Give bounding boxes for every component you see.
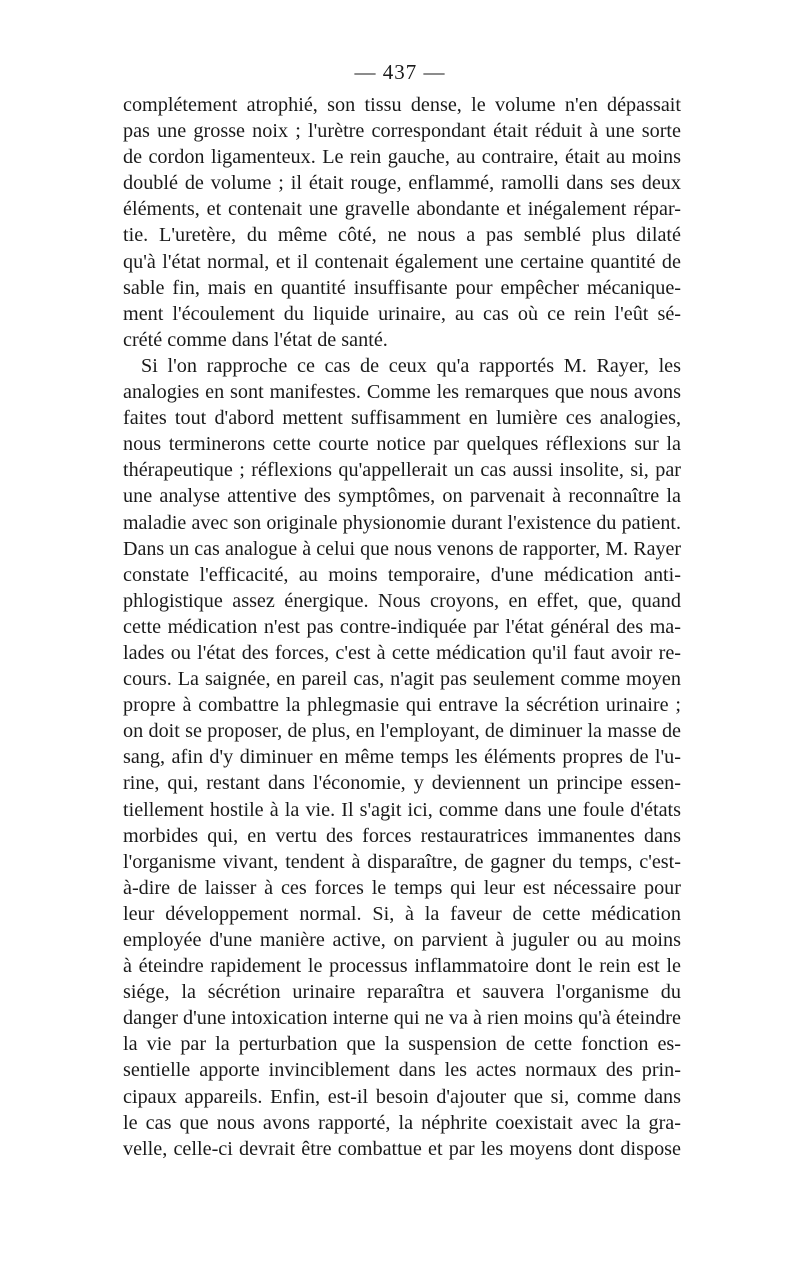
- text-line: doublé de volume ; il était rouge, enflammé, ramolli dans ses deux: [123, 172, 681, 195]
- text-line: sable fin, mais en quantité insuffisante pour empêcher mécanique-: [123, 276, 681, 299]
- text-line: phlogistique assez énergique. Nous croyons, en effet, que, quand: [123, 589, 681, 612]
- text-line: siége, la sécrétion urinaire reparaîtra et sauvera l'organisme du: [123, 981, 681, 1004]
- text-line: Si l'on rapproche ce cas de ceux qu'a rapportés M. Rayer, les: [141, 354, 681, 377]
- text-line: tie. L'uretère, du même côté, ne nous a pas semblé plus dilaté: [123, 224, 681, 247]
- text-line: nous terminerons cette courte notice par quelques réflexions sur la: [123, 433, 681, 456]
- text-line: éléments, et contenait une gravelle abondante et inégalement répar-: [123, 198, 681, 221]
- text-line: velle, celle-ci devrait être combattue et par les moyens dont dispose: [123, 1137, 681, 1160]
- text-line: à-dire de laisser à ces forces le temps qui leur est nécessaire pour: [123, 876, 681, 899]
- text-line: thérapeutique ; réflexions qu'appellerait un cas aussi insolite, si, par: [123, 459, 681, 482]
- text-line: cours. La saignée, en pareil cas, n'agit pas seulement comme moyen: [123, 668, 681, 691]
- text-line: rine, qui, restant dans l'économie, y deviennent un principe essen-: [123, 772, 681, 795]
- text-line: employée d'une manière active, on parvient à juguler ou au moins: [123, 929, 681, 951]
- text-line: faites tout d'abord mettent suffisamment en lumière ces analogies,: [123, 407, 681, 430]
- text-line: crété comme dans l'état de santé.: [123, 328, 388, 351]
- text-line: sang, afin d'y diminuer en même temps les éléments propres de l'u-: [123, 746, 681, 769]
- text-line: maladie avec son originale physionomie durant l'existence du patient.: [123, 511, 681, 534]
- paragraph-1: [123, 92, 681, 353]
- text-line: une analyse attentive des symptômes, on parvenait à reconnaître la: [123, 485, 681, 508]
- body-text: [123, 92, 681, 1162]
- text-line: lades ou l'état des forces, c'est à cette médication qu'il faut avoir re-: [123, 641, 681, 664]
- text-line: sentielle apporte invinciblement dans les actes normaux des prin-: [123, 1059, 681, 1082]
- text-line: pas une grosse noix ; l'urètre correspondant était réduit à une sorte: [123, 120, 681, 143]
- text-line: la vie par la perturbation que la suspension de cette fonction es-: [123, 1033, 681, 1056]
- text-line: leur développement normal. Si, à la faveur de cette médication: [123, 902, 681, 925]
- text-line: constate l'efficacité, au moins temporaire, d'une médication anti-: [123, 563, 681, 586]
- text-line: le cas que nous avons rapporté, la néphrite coexistait avec la gra-: [123, 1111, 681, 1134]
- page-number: — 437 —: [354, 60, 446, 84]
- text-line: l'organisme vivant, tendent à disparaître, de gagner du temps, c'est-: [123, 850, 681, 873]
- text-line: ment l'écoulement du liquide urinaire, au cas où ce rein l'eût sé-: [123, 302, 681, 325]
- text-line: Dans un cas analogue à celui que nous venons de rapporter, M. Rayer: [123, 537, 681, 560]
- text-line: danger d'une intoxication interne qui ne va à rien moins qu'à éteindre: [123, 1007, 681, 1030]
- text-line: qu'à l'état normal, et il contenait également une certaine quantité de: [123, 250, 681, 273]
- text-line: cette médication n'est pas contre-indiquée par l'état général des ma-: [123, 615, 681, 638]
- text-line: de cordon ligamenteux. Le rein gauche, au contraire, était au moins: [123, 146, 681, 169]
- text-line: on doit se proposer, de plus, en l'employant, de diminuer la masse de: [123, 720, 681, 743]
- text-line: cipaux appareils. Enfin, est-il besoin d'ajouter que si, comme dans: [123, 1085, 681, 1108]
- text-line: à éteindre rapidement le processus inflammatoire dont le rein est le: [123, 955, 681, 978]
- text-line: morbides qui, en vertu des forces restauratrices immanentes dans: [123, 824, 681, 847]
- text-line: tiellement hostile à la vie. Il s'agit ici, comme dans une foule d'états: [123, 798, 681, 821]
- text-line: propre à combattre la phlegmasie qui entrave la sécrétion urinaire ;: [123, 694, 681, 717]
- paragraph-2: [123, 353, 681, 1162]
- text-line: complétement atrophié, son tissu dense, le volume n'en dépassait: [123, 94, 681, 116]
- text-line: analogies en sont manifestes. Comme les remarques que nous avons: [123, 381, 681, 404]
